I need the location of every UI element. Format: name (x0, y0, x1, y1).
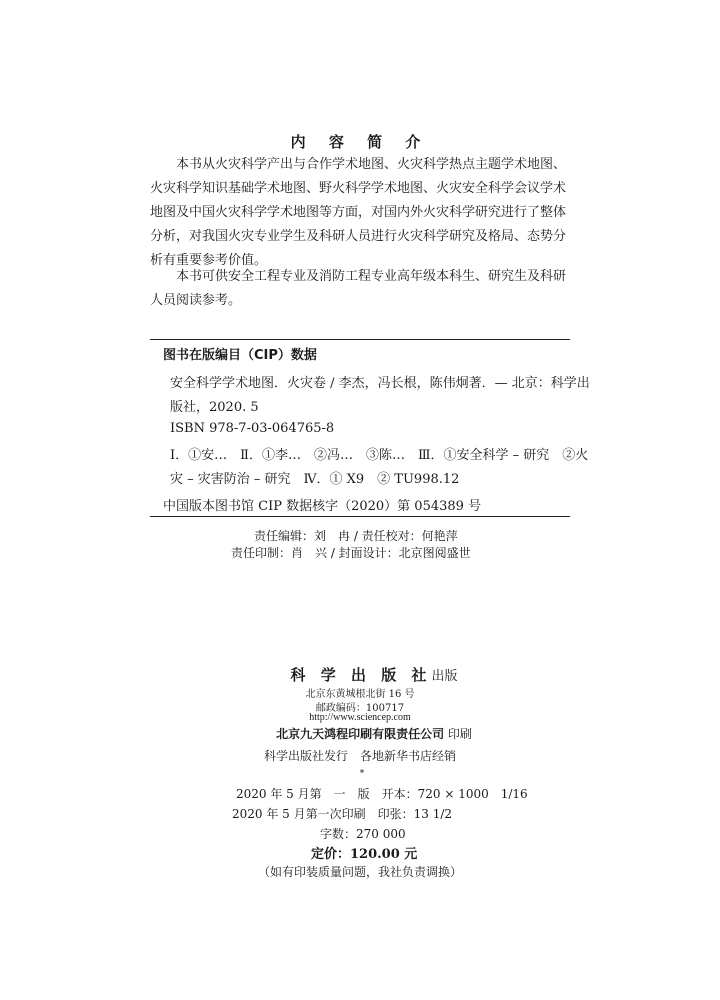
printer-name-text: 北京九天鸿程印刷有限责任公司 (276, 727, 445, 741)
printer-name-suffix: 印刷 (444, 727, 472, 741)
summary-paragraph-2 (150, 265, 580, 313)
printing-info: 2020 年 5 月第一次印刷 印张：13 1/2 (232, 807, 453, 821)
summary-paragraph-1 (150, 153, 580, 273)
publisher-name-text: 科 学 出 版 社 (290, 666, 432, 684)
word-count: 字数：270 000 (320, 827, 406, 841)
printer-name (14, 725, 720, 742)
summary-line: 本书从火灾科学产出与合作学术地图、火灾科学热点主题学术地图、 (150, 157, 567, 172)
production-credits: 责任印制：肖 兴 / 封面设计：北京图阅盛世 (231, 546, 471, 560)
publisher-address: 北京东黄城根北街 16 号 (305, 689, 415, 700)
publisher-name (14, 664, 720, 685)
cip-heading: 图书在版编目（CIP）数据 (163, 348, 317, 363)
cip-isbn: ISBN 978-7-03-064765-8 (170, 421, 335, 436)
publisher-url: http://www.sciencep.com (309, 712, 411, 723)
summary-line: 析有重要参考价值。 (150, 253, 268, 268)
cip-classification: Ⅰ．①安… Ⅱ．①李… ②冯… ③陈… Ⅲ．①安全科学 – 研究 ②火 (170, 448, 589, 463)
edition-info: 2020 年 5 月第 一 版 开本：720 × 1000 1/16 (236, 787, 528, 801)
summary-line: 人员阅读参考。 (150, 293, 242, 308)
cip-classification: 灾 – 灾害防治 – 研究 Ⅳ．① X9 ② TU998.12 (170, 472, 460, 487)
cip-bibliographic-line: 安全科学学术地图．火灾卷 / 李杰，冯长根，陈伟炯著．— 北京：科学出 (170, 376, 590, 391)
cip-bibliographic-line: 版社，2020. 5 (170, 400, 259, 415)
quality-notice: （如有印装质量问题，我社负责调换） (257, 865, 462, 879)
summary-line: 分析，对我国火灾专业学生及科研人员进行火灾科学研究及格局、态势分 (150, 229, 567, 244)
cip-bottom-divider (150, 516, 570, 517)
cip-top-divider (150, 339, 570, 340)
publisher-zipcode: 邮政编码：100717 (315, 703, 405, 714)
summary-title: 内 容 简 介 (290, 133, 430, 151)
summary-line: 火灾科学知识基础学术地图、野火科学学术地图、火灾安全科学会议学术 (150, 181, 567, 196)
editor-credits: 责任编辑：刘 冉 / 责任校对：何艳萍 (254, 529, 458, 543)
separator-star: * (359, 769, 365, 779)
summary-line: 本书可供安全工程专业及消防工程专业高年级本科生、研究生及科研 (150, 269, 567, 284)
publisher-name-suffix: 出版 (431, 669, 458, 684)
cip-data-number: 中国版本图书馆 CIP 数据核字（2020）第 054389 号 (163, 499, 482, 514)
summary-line: 地图及中国火灾科学学术地图等方面，对国内外火灾科学研究进行了整体 (150, 205, 567, 220)
distribution-info: 科学出版社发行 各地新华书店经销 (263, 749, 456, 763)
price: 定价：120.00 元 (311, 847, 418, 862)
